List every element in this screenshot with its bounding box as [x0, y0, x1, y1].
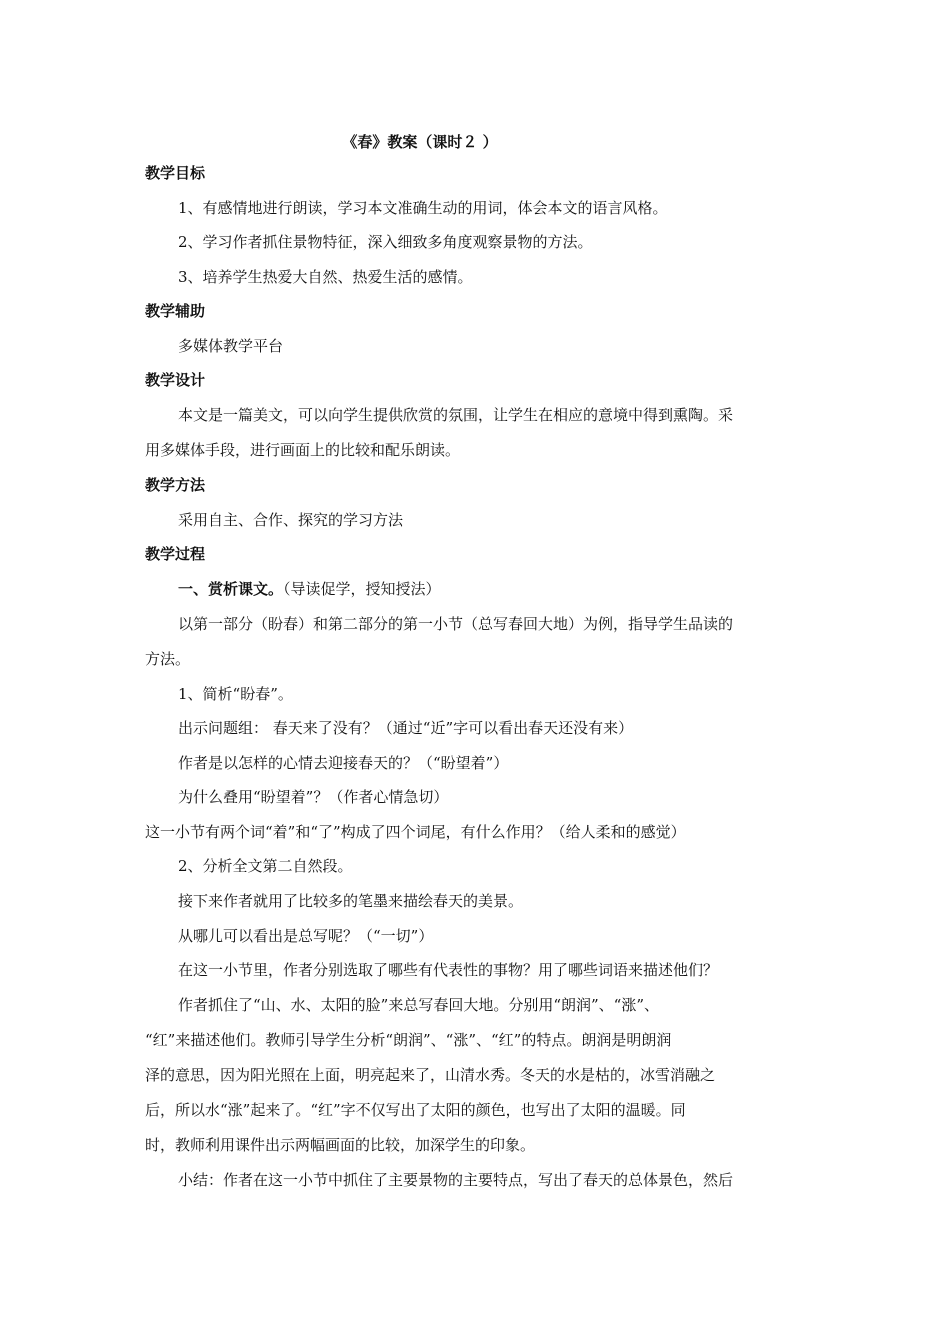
document-title: 《春》教案（课时２ ） [342, 133, 498, 151]
process-paragraph-line: 泽的意思，因为阳光照在上面，明亮起来了，山清水秀。冬天的水是枯的，冰雪消融之 [145, 1066, 716, 1084]
process-paragraph-line: 后，所以水“涨”起来了。“红”字不仅写出了太阳的颜色，也写出了太阳的温暖。同 [145, 1101, 686, 1119]
heading-teaching-aids: 教学辅助 [145, 302, 206, 320]
method-text: 采用自主、合作、探究的学习方法 [178, 511, 404, 529]
heading-teaching-design: 教学设计 [145, 371, 206, 389]
process-paragraph: 1、简析“盼春”。 [178, 685, 293, 703]
process-paragraph-line: 作者抓住了“山、水、太阳的脸”来总写春回大地。分别用“朗润”、“涨”、 [178, 996, 660, 1014]
process-paragraph-line: 方法。 [145, 650, 191, 668]
process-part-heading [178, 579, 441, 599]
process-paragraph: 接下来作者就用了比较多的笔墨来描绘春天的美景。 [178, 892, 524, 910]
heading-teaching-method: 教学方法 [145, 476, 206, 494]
process-paragraph: 为什么叠用“盼望着”？（作者心情急切） [178, 788, 449, 806]
design-text-line: 用多媒体手段，进行画面上的比较和配乐朗读。 [145, 441, 461, 459]
process-paragraph: 2、分析全文第二自然段。 [178, 857, 353, 875]
process-paragraph-line: 以第一部分（盼春）和第二部分的第一小节（总写春回大地）为例，指导学生品读的 [178, 615, 734, 633]
process-paragraph-line: 时，教师利用课件出示两幅画面的比较，加深学生的印象。 [145, 1136, 536, 1154]
process-paragraph: 作者是以怎样的心情去迎接春天的？（“盼望着”） [178, 754, 509, 772]
process-paragraph: 从哪儿可以看出是总写呢？（“一切”） [178, 927, 434, 945]
process-paragraph-line: “红”来描述他们。教师引导学生分析“朗润”、“涨”、“红”的特点。朗润是明朗润 [145, 1031, 672, 1049]
design-text-line: 本文是一篇美文，可以向学生提供欣赏的氛围，让学生在相应的意境中得到熏陶。采 [178, 406, 734, 424]
process-summary-line: 小结：作者在这一小节中抓住了主要景物的主要特点，写出了春天的总体景色，然后 [178, 1171, 734, 1189]
process-part-title: 一、赏析课文。 [178, 580, 284, 598]
goal-item: 1、有感情地进行朗读，学习本文准确生动的用词，体会本文的语言风格。 [178, 199, 668, 217]
aids-text: 多媒体教学平台 [178, 337, 284, 355]
process-paragraph: 在这一小节里，作者分别选取了哪些有代表性的事物？用了哪些词语来描述他们？ [178, 961, 719, 979]
goal-item: 3、培养学生热爱大自然、热爱生活的感情。 [178, 268, 473, 286]
heading-teaching-process: 教学过程 [145, 545, 206, 563]
goal-item: 2、学习作者抓住景物特征，深入细致多角度观察景物的方法。 [178, 233, 593, 251]
process-paragraph: 这一小节有两个词“着”和“了”构成了四个词尾，有什么作用？（给人柔和的感觉） [145, 823, 686, 841]
process-part-note: （导读促学，授知授法） [283, 580, 441, 598]
heading-teaching-goals: 教学目标 [145, 164, 206, 182]
process-paragraph: 出示问题组： 春天来了没有？（通过“近”字可以看出春天还没有来） [178, 719, 634, 737]
